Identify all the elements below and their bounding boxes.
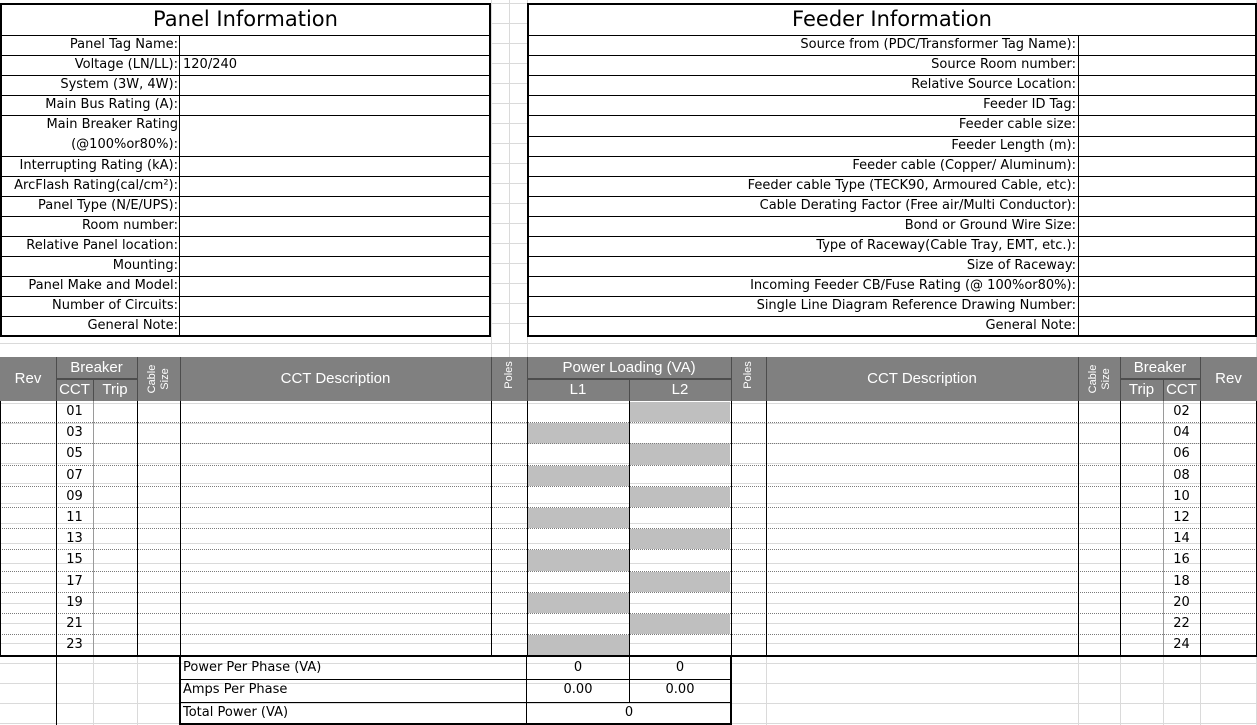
gridline (766, 655, 767, 725)
panel-field-value[interactable] (180, 256, 488, 276)
feeder-field-value[interactable] (1080, 55, 1255, 75)
feeder-field-value[interactable] (1080, 256, 1255, 276)
cct-border (56, 657, 57, 725)
header-cct-left: CCT (59, 381, 90, 398)
circuit-number-left: 09 (66, 488, 83, 504)
feeder-field-value[interactable] (1080, 296, 1255, 316)
panel-field-label-line2: (@100%or80%): (71, 137, 178, 152)
header-power-loading: Power Loading (VA) (562, 359, 696, 376)
header-breaker-left: Breaker (70, 359, 123, 376)
amps-per-phase-l2[interactable]: 0.00 (665, 682, 695, 698)
circuit-number-left: 19 (66, 594, 83, 610)
circuit-number-left: 15 (66, 552, 83, 568)
phase-shade-l1 (528, 466, 629, 486)
header-description-left: CCT Description (280, 370, 391, 387)
feeder-field-value[interactable] (1080, 75, 1255, 95)
header-breaker-right: Breaker (1133, 359, 1187, 376)
header-col-line (731, 357, 732, 401)
header-col-line (1078, 357, 1079, 401)
header-split-line (527, 378, 731, 380)
feeder-field-value[interactable] (1080, 276, 1255, 296)
total-power-value[interactable]: 0 (624, 704, 634, 720)
header-col-line (180, 357, 181, 401)
phase-shade-l2 (630, 529, 730, 549)
panel-field-label: Panel Tag Name: (69, 37, 178, 52)
feeder-field-label: Feeder cable (Copper/ Aluminum): (852, 158, 1076, 173)
column-line (0, 401, 1, 655)
circuit-number-right: 12 (1173, 510, 1190, 525)
power-per-phase-l1[interactable]: 0 (573, 660, 583, 675)
panel-label-column-line (179, 35, 180, 336)
panel-field-value[interactable] (180, 216, 488, 236)
column-line (180, 401, 181, 655)
circuit-number-left: 21 (66, 616, 83, 631)
panel-field-value[interactable] (180, 95, 488, 115)
circuit-number-left: 03 (66, 425, 83, 441)
feeder-field-label: Size of Raceway: (966, 258, 1076, 273)
header-l2: L2 (671, 381, 689, 398)
column-line-dotted (1163, 401, 1164, 655)
summary-col-line (629, 657, 630, 702)
circuit-row[interactable] (180, 507, 491, 528)
feeder-field-label: Bond or Ground Wire Size: (904, 218, 1076, 233)
circuit-number-left: 05 (66, 446, 83, 462)
power-per-phase-l2[interactable]: 0 (675, 660, 685, 675)
panel-field-value[interactable] (180, 296, 488, 316)
column-line-dotted (93, 401, 94, 655)
cct-border (1163, 657, 1164, 725)
panel-field-label (2, 115, 178, 156)
feeder-field-value[interactable] (1080, 35, 1255, 55)
panel-field-value[interactable] (180, 75, 488, 95)
summary-border-right (730, 657, 732, 725)
header-col-line (93, 379, 94, 401)
header-trip-left: Trip (102, 381, 128, 398)
column-line (137, 401, 138, 655)
circuit-number-right: 02 (1173, 404, 1190, 419)
panel-field-value[interactable] (180, 196, 488, 216)
panel-field-value[interactable] (180, 156, 488, 176)
gridline (0, 343, 1257, 344)
panel-field-value[interactable] (180, 176, 488, 196)
panel-field-label: General Note: (87, 318, 178, 333)
panel-field-label: Mounting: (112, 258, 178, 273)
phase-shade-l1 (528, 423, 629, 443)
circuit-number-right: 22 (1173, 616, 1190, 631)
feeder-label-column-line (1078, 35, 1079, 336)
column-line (731, 401, 732, 655)
header-l1: L1 (569, 381, 587, 398)
panel-field-value[interactable] (180, 236, 488, 256)
header-rev-left: Rev (14, 370, 42, 387)
feeder-field-value[interactable] (1080, 176, 1255, 196)
header-split-line (56, 378, 137, 380)
panel-field-label: Main Bus Rating (A): (45, 97, 178, 112)
cct-border (93, 657, 94, 725)
feeder-field-label: Feeder cable Type (TECK90, Armoured Cable, etc): (747, 178, 1076, 193)
header-col-line (1200, 357, 1201, 401)
circuit-row[interactable] (180, 634, 491, 655)
header-cable-right-2: Size (1100, 368, 1112, 390)
phase-shade-l2 (630, 614, 730, 634)
column-line (491, 401, 492, 655)
phase-shade-l2 (630, 402, 730, 422)
circuit-row[interactable] (180, 401, 491, 422)
panel-field-label: Room number: (81, 218, 178, 233)
circuit-number-right: 20 (1173, 594, 1190, 610)
gridline (1200, 655, 1201, 725)
amps-per-phase-label: Amps Per Phase (183, 682, 288, 698)
panel-field-value[interactable] (180, 276, 488, 296)
column-line (629, 401, 630, 655)
circuit-row[interactable] (180, 549, 491, 570)
circuit-number-right: 06 (1173, 446, 1190, 462)
phase-shade-l2 (630, 487, 730, 507)
summary-border-left (179, 657, 181, 725)
feeder-field-value[interactable] (1080, 95, 1255, 115)
feeder-field-value[interactable] (1080, 196, 1255, 216)
power-per-phase-label: Power Per Phase (VA) (183, 660, 322, 675)
panel-field-label: Panel Make and Model: (28, 278, 178, 293)
header-col-line (491, 357, 492, 401)
phase-shade-l1 (528, 593, 629, 613)
panel-field-label: Panel Type (N/E/UPS): (37, 198, 178, 213)
panel-field-value[interactable]: 120/240 (183, 57, 238, 72)
feeder-field-value[interactable] (1080, 156, 1255, 176)
gridline (1120, 655, 1121, 725)
circuit-row[interactable] (180, 465, 491, 486)
panel-title-divider (1, 35, 490, 36)
feeder-field-label: Feeder Length (m): (951, 138, 1076, 153)
header-split-line (1120, 378, 1200, 380)
header-description-right: CCT Description (867, 370, 977, 387)
panel-field-label: Interrupting Rating (kA): (19, 158, 178, 173)
circuit-row[interactable] (180, 571, 491, 592)
panel-field-label: Relative Panel location: (26, 238, 178, 253)
feeder-field-value[interactable] (1080, 136, 1255, 156)
circuit-number-right: 04 (1173, 425, 1190, 441)
phase-shade-l2 (630, 572, 730, 592)
phase-shade-l1 (528, 508, 629, 528)
panel-field-value[interactable] (180, 35, 488, 55)
column-line (1120, 401, 1121, 655)
feeder-field-value[interactable] (1080, 216, 1255, 236)
feeder-title-divider (528, 35, 1255, 36)
amps-per-phase-l1[interactable]: 0.00 (563, 682, 593, 698)
panel-field-label: ArcFlash Rating(cal/cm²): (14, 178, 178, 193)
header-col-line (1163, 379, 1164, 401)
panel-field-value[interactable] (180, 115, 488, 156)
header-cable-left-2: Size (159, 368, 171, 390)
header-cable-left-1: Cable (146, 364, 158, 394)
feeder-field-label: Single Line Diagram Reference Drawing Number: (756, 298, 1076, 313)
feeder-info-title: Feeder Information (792, 7, 992, 31)
circuit-number-left: 01 (66, 404, 83, 419)
circuit-number-left: 13 (66, 531, 83, 547)
circuit-number-left: 07 (66, 467, 83, 483)
header-poles-left: Poles (503, 361, 515, 389)
circuit-number-left: 11 (66, 510, 83, 525)
header-poles-right: Poles (742, 361, 754, 389)
column-line (1078, 401, 1079, 655)
feeder-field-value[interactable] (1080, 316, 1255, 337)
gridline (1078, 655, 1079, 725)
circuit-number-right: 10 (1173, 488, 1190, 504)
column-line (56, 401, 57, 655)
feeder-field-label: Incoming Feeder CB/Fuse Rating (@ 100%or80%): (750, 278, 1076, 293)
gridline (509, 0, 510, 357)
panel-info-title: Panel Information (153, 7, 338, 31)
phase-shade-l1 (528, 635, 629, 655)
panel-field-label-line1: Main Breaker Rating (46, 117, 178, 132)
circuit-number-left: 23 (66, 637, 83, 653)
column-line (766, 401, 767, 655)
circuit-number-right: 14 (1173, 531, 1190, 547)
feeder-field-value[interactable] (1080, 236, 1255, 256)
panel-field-label: Number of Circuits: (51, 298, 178, 313)
summary-col-line (526, 657, 527, 725)
header-cct-right: CCT (1166, 381, 1197, 398)
feeder-field-label: Type of Raceway(Cable Tray, EMT, etc.): (816, 238, 1076, 253)
column-line (1200, 401, 1201, 655)
circuit-number-right: 08 (1173, 467, 1190, 483)
feeder-field-label: Feeder cable size: (958, 117, 1076, 132)
circuit-number-right: 16 (1173, 552, 1190, 568)
feeder-field-label: Feeder ID Tag: (983, 97, 1076, 112)
circuit-row[interactable] (180, 613, 491, 634)
total-power-label: Total Power (VA) (183, 704, 289, 720)
header-col-line (629, 379, 630, 401)
feeder-field-label: Source Room number: (931, 57, 1076, 72)
phase-shade-l2 (630, 444, 730, 464)
header-rev-right: Rev (1215, 370, 1242, 387)
panel-field-label: System (3W, 4W): (60, 77, 178, 92)
phase-shade-l1 (528, 550, 629, 570)
feeder-field-label: Relative Source Location: (911, 77, 1076, 92)
feeder-field-value[interactable] (1080, 115, 1255, 136)
panel-field-value[interactable] (180, 316, 488, 337)
circuit-row[interactable] (180, 443, 491, 464)
header-col-line (137, 357, 138, 401)
circuit-number-right: 24 (1173, 637, 1190, 653)
header-trip-right: Trip (1128, 381, 1155, 398)
feeder-field-label: General Note: (985, 318, 1076, 333)
header-cable-right-1: Cable (1087, 364, 1099, 394)
cct-border (137, 657, 138, 725)
circuit-number-left: 17 (66, 573, 83, 589)
feeder-field-label: Cable Derating Factor (Free air/Multi Conductor): (759, 198, 1076, 213)
feeder-field-label: Source from (PDC/Transformer Tag Name): (800, 37, 1076, 52)
column-line (527, 401, 528, 655)
header-col-line (766, 357, 767, 401)
circuit-row[interactable] (180, 592, 491, 613)
panel-field-label: Voltage (LN/LL): (74, 57, 178, 72)
circuit-row[interactable] (180, 528, 491, 549)
circuit-row[interactable] (180, 486, 491, 507)
circuit-number-right: 18 (1173, 573, 1190, 589)
circuit-row[interactable] (180, 422, 491, 443)
gridline (491, 0, 492, 357)
